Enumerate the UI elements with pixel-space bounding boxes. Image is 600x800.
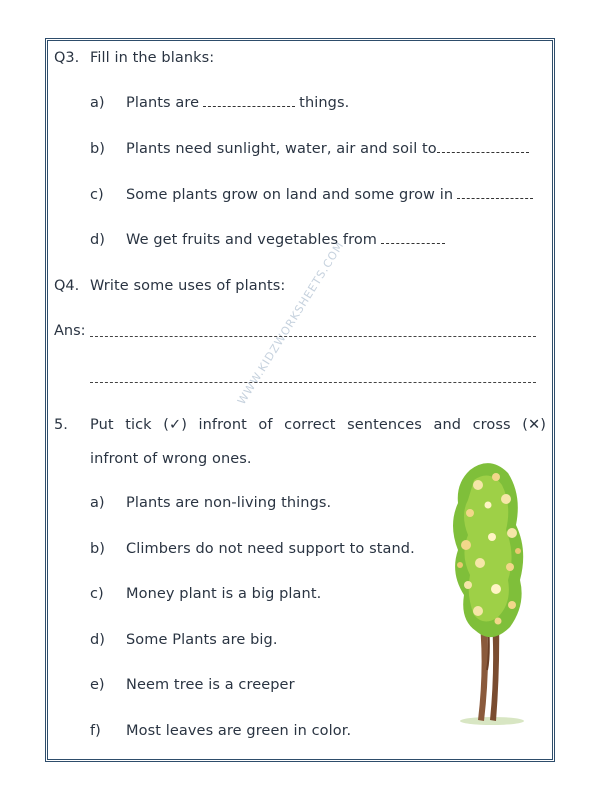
- watermark: WWW.KIDZWORKSHEETS.COM: [235, 238, 347, 407]
- q5-number: 5.: [54, 417, 68, 433]
- q3-d-letter: d): [90, 232, 105, 248]
- answer-line-2[interactable]: [90, 382, 536, 383]
- q3-a-after: things.: [299, 95, 350, 111]
- tree-illustration: [440, 455, 550, 730]
- q5-infront: infront: [198, 417, 247, 433]
- q3-d-text: We get fruits and vegetables from: [126, 232, 378, 248]
- q5-b-letter: b): [90, 541, 105, 557]
- q5-d-text: Some Plants are big.: [126, 632, 278, 648]
- q3-d-sentence: [126, 232, 449, 248]
- cross-icon: ✕: [527, 417, 541, 433]
- tree-foliage: [453, 463, 523, 637]
- q5-cross: cross: [472, 417, 511, 433]
- q4-number: Q4.: [54, 278, 80, 294]
- q5-c-text: Money plant is a big plant.: [126, 586, 322, 602]
- q5-e-letter: e): [90, 677, 105, 693]
- q5-and: and: [433, 417, 462, 433]
- q5-instruction-line-1: [90, 417, 546, 433]
- answer-label: Ans:: [54, 323, 86, 339]
- q5-a-text: Plants are non-living things.: [126, 495, 332, 511]
- q3-a-text: Plants are: [126, 95, 200, 111]
- blank-line[interactable]: [381, 243, 445, 244]
- q5-tick-symbol: (✓): [163, 417, 187, 433]
- q5-f-text: Most leaves are green in color.: [126, 723, 352, 739]
- q3-b-letter: b): [90, 141, 105, 157]
- q3-a-letter: a): [90, 95, 105, 111]
- q5-c-letter: c): [90, 586, 104, 602]
- q3-b-text: Plants need sunlight, water, air and soil to: [126, 141, 437, 157]
- answer-line-1[interactable]: [90, 336, 536, 337]
- q5-of: of: [258, 417, 273, 433]
- blank-line[interactable]: [203, 106, 295, 107]
- q5-f-letter: f): [90, 723, 101, 739]
- q4-title: Write some uses of plants:: [90, 278, 286, 294]
- q3-b-sentence: [126, 141, 533, 157]
- q5-d-letter: d): [90, 632, 105, 648]
- q3-c-sentence: [126, 187, 537, 203]
- tick-icon: ✓: [168, 417, 182, 433]
- q5-correct: correct: [284, 417, 336, 433]
- q5-tick: tick: [125, 417, 152, 433]
- q5-instruction-line-2: infront of wrong ones.: [90, 451, 252, 467]
- q5-cross-symbol: (✕): [522, 417, 546, 433]
- q5-a-letter: a): [90, 495, 105, 511]
- blank-line[interactable]: [437, 152, 529, 153]
- q5-e-text: Neem tree is a creeper: [126, 677, 295, 693]
- q3-c-letter: c): [90, 187, 104, 203]
- q3-a-sentence: [126, 95, 349, 111]
- blank-line[interactable]: [457, 198, 533, 199]
- q5-b-text: Climbers do not need support to stand.: [126, 541, 415, 557]
- q3-title: Fill in the blanks:: [90, 50, 215, 66]
- q3-c-text: Some plants grow on land and some grow in: [126, 187, 454, 203]
- q3-number: Q3.: [54, 50, 80, 66]
- q5-sentences: sentences: [347, 417, 422, 433]
- q5-put: Put: [90, 417, 114, 433]
